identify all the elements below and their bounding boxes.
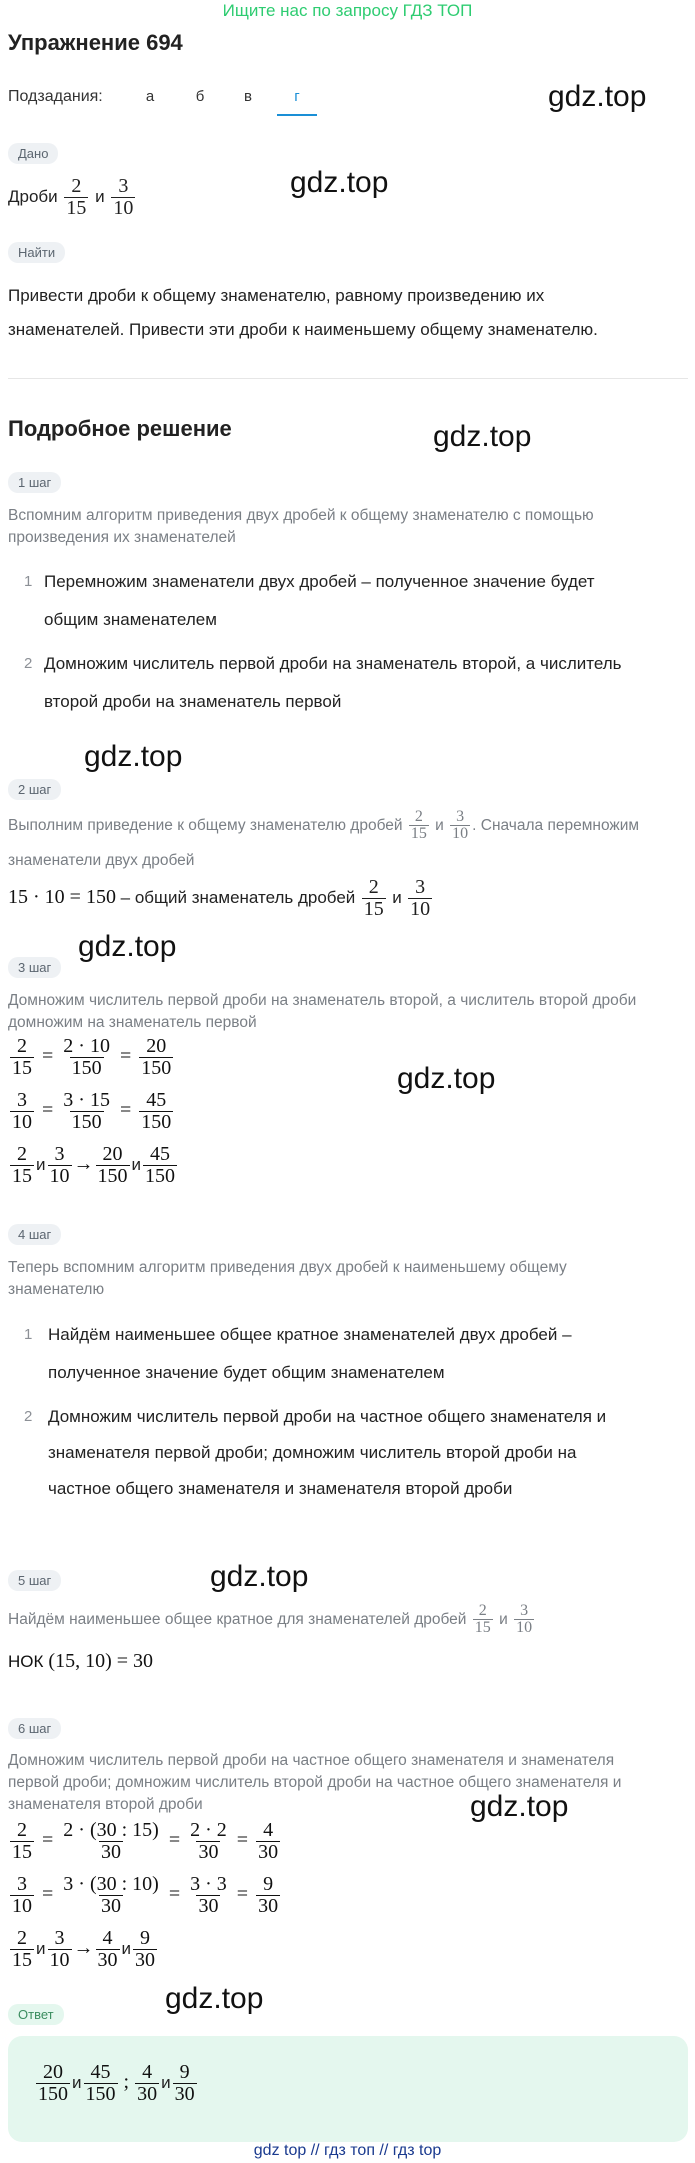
step-3-row-3: $\frac{2}{15}$ и $\frac{3}{10}$ → $\frac{20}{150}$ и $\frac{45}{150}$ <box>12 1143 175 1187</box>
given-text: Дроби $\frac{2}{15}$ и $\frac{3}{10}$ <box>8 175 134 220</box>
step-5-nok: НОК (15, 10) = 30 <box>8 1650 154 1672</box>
watermark: gdz.top <box>165 1982 264 2015</box>
step-3-intro-2: домножим на знаменатель первой <box>8 1014 257 1031</box>
step-1-intro-1: Вспомним алгоритм приведения двух дробей к общему знаменателю с помощью <box>8 507 594 524</box>
list-number: 2 <box>24 1408 33 1425</box>
step-6-intro-3: знаменателя второй дроби <box>8 1796 203 1813</box>
step-4-item-2-line-1: Домножим числитель первой дроби на частное общего знаменателя и <box>48 1407 607 1426</box>
step-3-tag: 3 шаг <box>8 957 61 978</box>
list-number: 2 <box>24 655 33 672</box>
step-4-item-2-line-3: частное общего знаменателя и знаменателя второй дроби <box>48 1479 513 1498</box>
subtask-tab-b[interactable]: б <box>195 88 205 105</box>
watermark: gdz.top <box>84 740 183 773</box>
step-1-intro-2: произведения их знаменателей <box>8 529 236 546</box>
step-4-intro-2: знаменателю <box>8 1281 105 1298</box>
exercise-title: Упражнение 694 <box>8 30 183 55</box>
list-number: 1 <box>24 1326 33 1343</box>
step-5-tag: 5 шаг <box>8 1570 61 1591</box>
step-6-row-2: $\frac{3}{10}$ = $\frac{3 \cdot (30 : 10)}{30}$ = $\frac{3 \cdot 3}{30}$ = $\frac{9}{30}$ <box>12 1873 279 1917</box>
step-2-intro-1: Выполним приведение к общему знаменателю дробей $\frac{2}{15}$ и $\frac{3}{10}$ . Сначала перемножим <box>8 807 640 843</box>
step-6-row-1: $\frac{2}{15}$ = $\frac{2 \cdot (30 : 15)}{30}$ = $\frac{2 \cdot 2}{30}$ = $\frac{4}{30}$ <box>12 1819 279 1863</box>
step-1-item-2-line-2: второй дроби на знаменатель первой <box>44 692 342 711</box>
find-tag: Найти <box>8 242 65 263</box>
step-1-item-1-line-2: общим знаменателем <box>44 610 217 629</box>
step-5-intro: Найдём наименьшее общее кратное для знаменателей дробей $\frac{2}{15}$ и $\frac{3}{10}$ <box>8 1601 533 1637</box>
subtask-tab-a[interactable]: а <box>145 88 155 105</box>
watermark: gdz.top <box>210 1560 309 1593</box>
step-3-intro-1: Домножим числитель первой дроби на знаменатель второй, а числитель второй дроби <box>8 992 637 1009</box>
answer-content: $\frac{20}{150}$ и $\frac{45}{150}$ ; $\frac{4}{30}$ и $\frac{9}{30}$ <box>38 2061 195 2105</box>
step-6-tag: 6 шаг <box>8 1718 61 1739</box>
subtasks-label: Подзадания: <box>8 88 103 105</box>
step-6-intro-2: первой дроби; домножим числитель второй дроби на частное общего знаменателя и <box>8 1774 622 1791</box>
solution-title: Подробное решение <box>8 416 232 441</box>
step-1-item-1-line-1: Перемножим знаменатели двух дробей – полученное значение будет <box>44 572 595 591</box>
active-tab-indicator <box>277 114 317 116</box>
step-4-item-1-line-1: Найдём наименьшее общее кратное знаменателей двух дробей – <box>48 1325 572 1344</box>
list-number: 1 <box>24 573 33 590</box>
divider <box>8 378 688 379</box>
step-1-tag: 1 шаг <box>8 472 61 493</box>
find-line-2: знаменателей. Привести эти дроби к наименьшему общему знаменателю. <box>8 320 598 339</box>
step-1-item-2-line-1: Домножим числитель первой дроби на знаменатель второй, а числитель <box>44 654 622 673</box>
footer-links[interactable]: gdz top // гдз топ // гдз top <box>253 2142 442 2159</box>
step-2-tag: 2 шаг <box>8 779 61 800</box>
watermark: gdz.top <box>433 420 532 453</box>
given-tag: Дано <box>8 143 58 164</box>
step-3-row-2: $\frac{3}{10}$ = $\frac{3 \cdot 15}{150}$ = $\frac{45}{150}$ <box>12 1089 172 1133</box>
step-4-item-1-line-2: полученное значение будет общим знаменателем <box>48 1363 445 1382</box>
step-4-tag: 4 шаг <box>8 1224 61 1245</box>
find-line-1: Привести дроби к общему знаменателю, равному произведению их <box>8 286 545 305</box>
watermark: gdz.top <box>78 930 177 963</box>
subtask-tab-v[interactable]: в <box>244 88 252 105</box>
top-banner: Ищите нас по запросу ГДЗ ТОП <box>222 1 473 20</box>
watermark: gdz.top <box>397 1062 496 1095</box>
step-3-row-1: $\frac{2}{15}$ = $\frac{2 \cdot 10}{150}$ = $\frac{20}{150}$ <box>12 1035 172 1079</box>
step-4-item-2-line-2: знаменателя первой дроби; домножим числитель второй дроби на <box>48 1443 577 1462</box>
step-2-intro-2: знаменатели двух дробей <box>8 852 195 869</box>
watermark: gdz.top <box>548 80 647 113</box>
step-6-row-3: $\frac{2}{15}$ и $\frac{3}{10}$ → $\frac{4}{30}$ и $\frac{9}{30}$ <box>12 1927 155 1971</box>
step-6-intro-1: Домножим числитель первой дроби на частное общего знаменателя и знаменателя <box>8 1752 615 1769</box>
watermark: gdz.top <box>470 1790 569 1823</box>
step-2-equation: 15 · 10 = 150 – общий знаменатель дробей $\frac{2}{15}$ и $\frac{3}{10}$ <box>8 876 431 921</box>
answer-tag: Ответ <box>8 2004 64 2025</box>
step-4-intro-1: Теперь вспомним алгоритм приведения двух дробей к наименьшему общему <box>8 1259 567 1276</box>
subtask-tab-g[interactable]: г <box>294 88 300 105</box>
watermark: gdz.top <box>290 166 389 199</box>
